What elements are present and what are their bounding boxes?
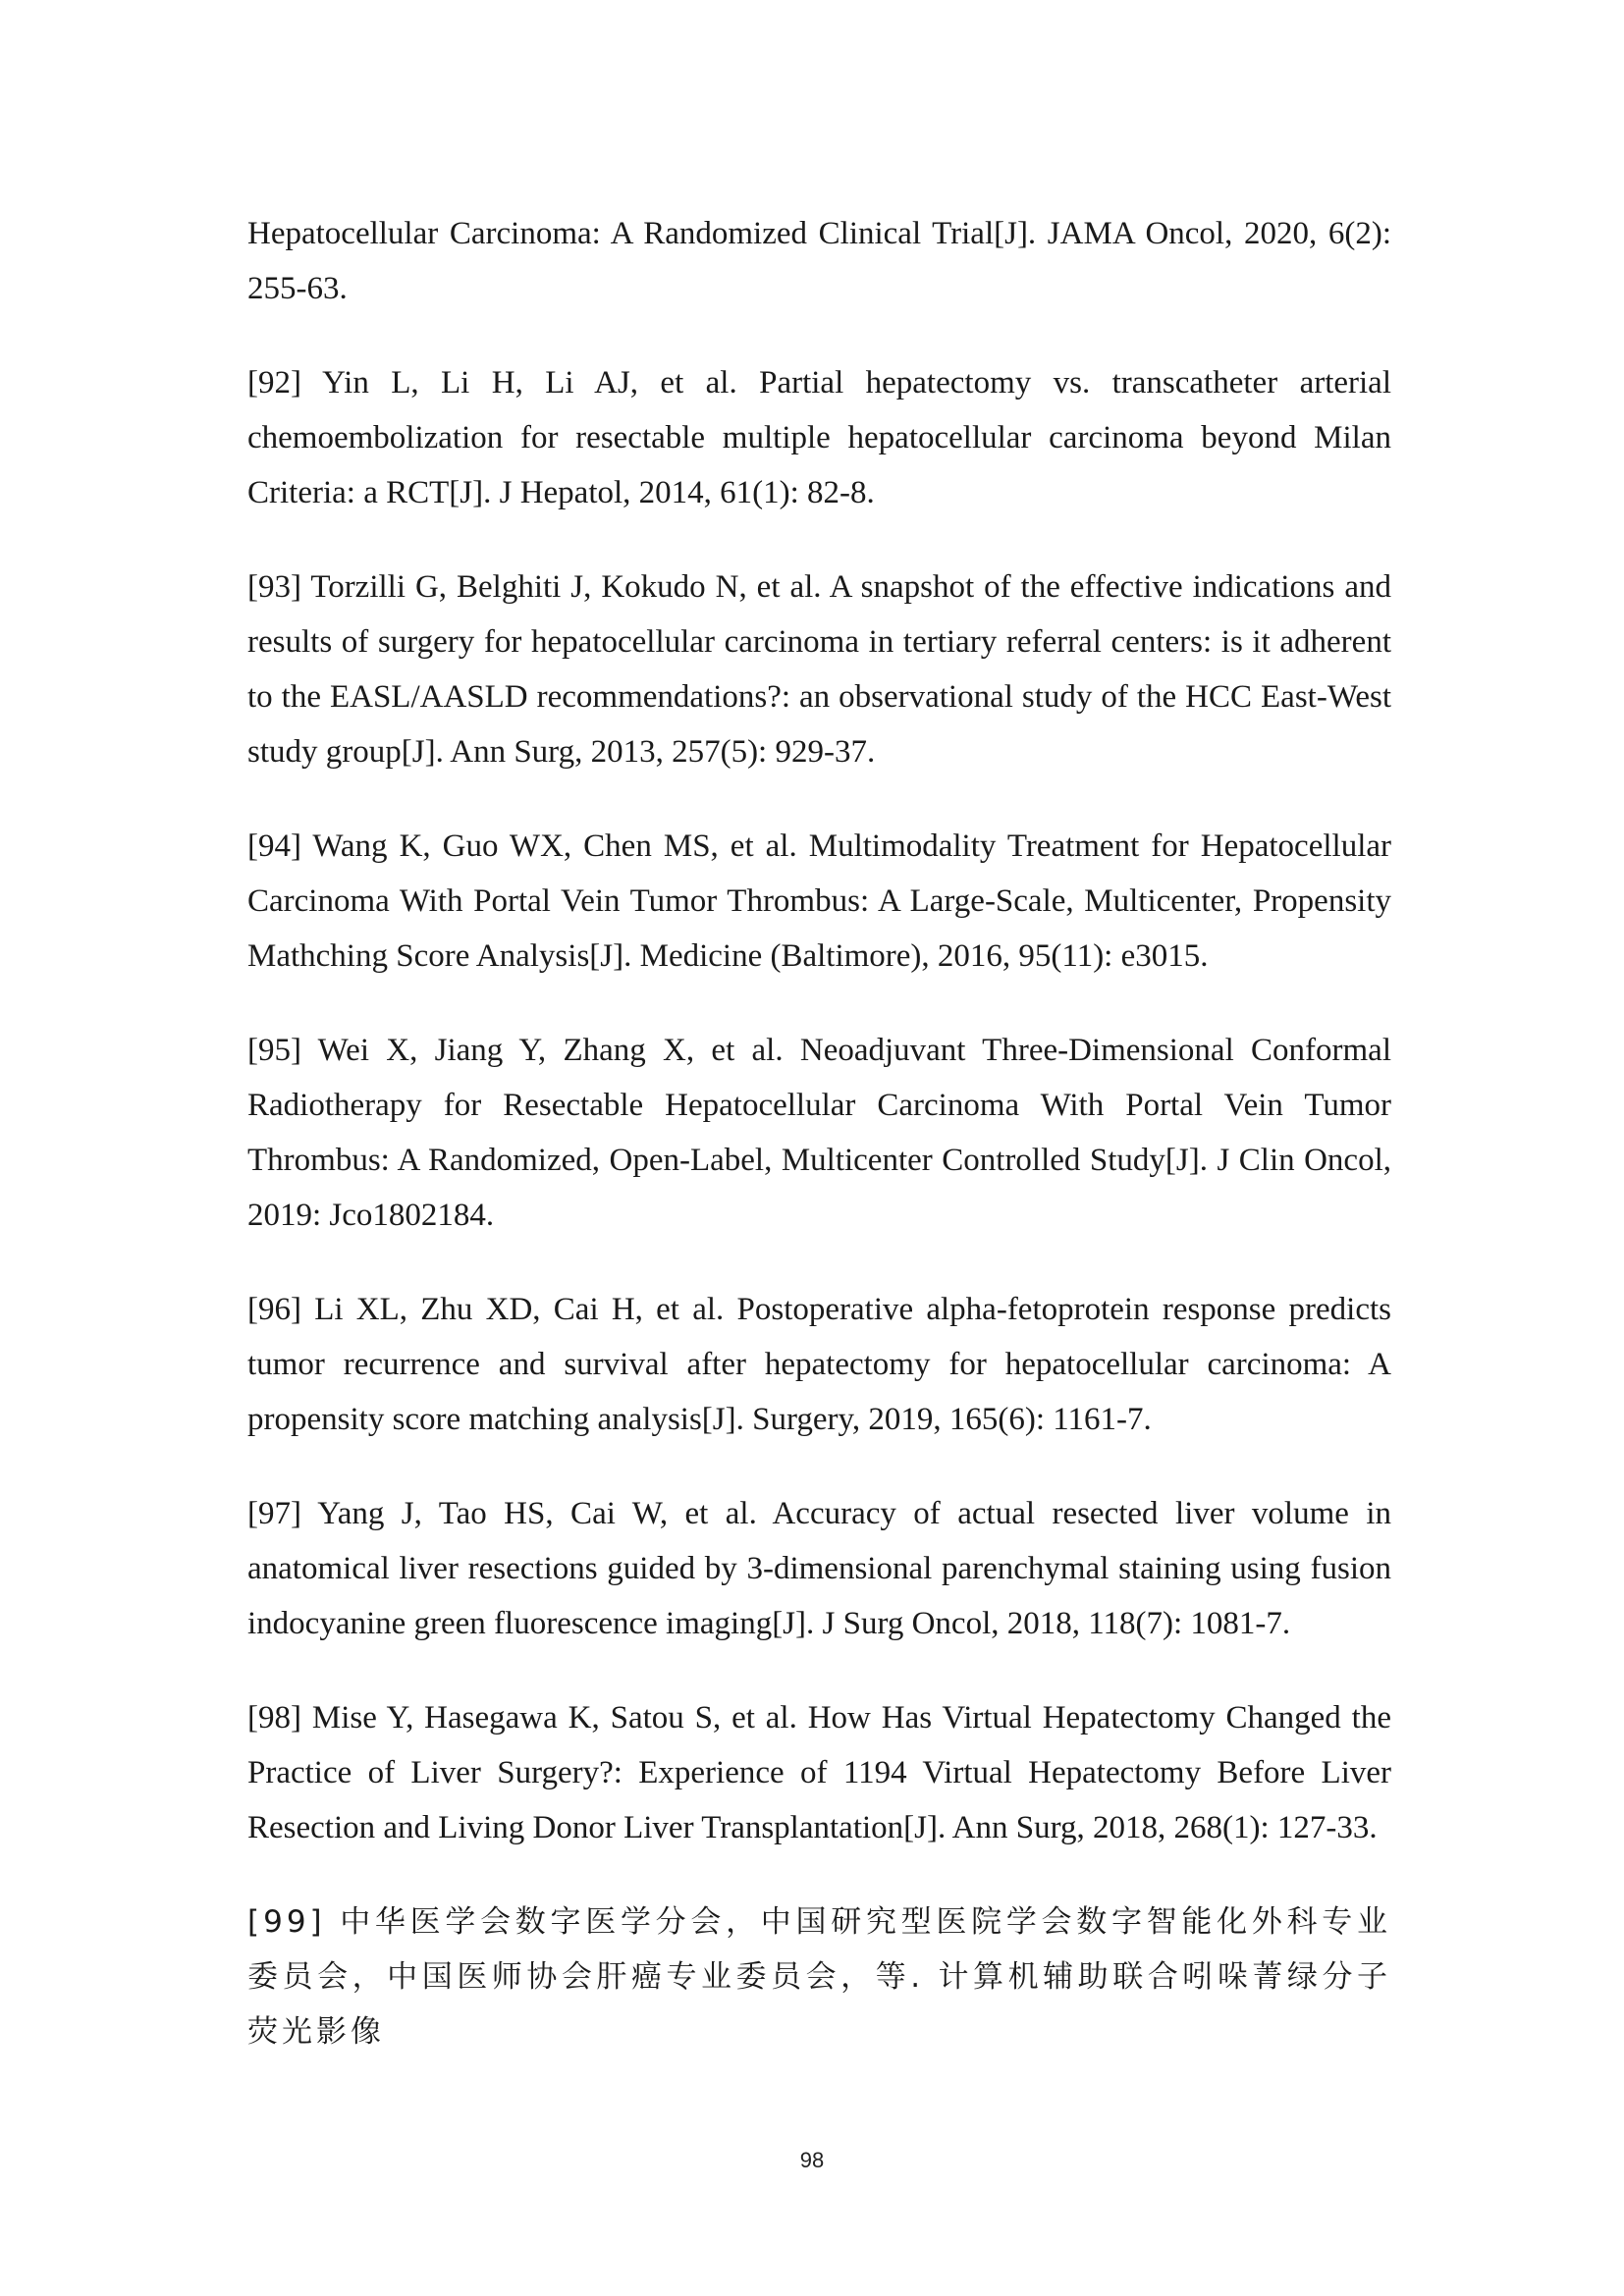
reference-91-continuation: Hepatocellular Carcinoma: A Randomized Clinical Trial[J]. JAMA Oncol, 2020, 6(2): 255-63. <box>247 216 1391 306</box>
reference-96: [96] Li XL, Zhu XD, Cai H, et al. Postoperative alpha-fetoprotein response predicts tumor recurrence and survival after hepatectomy for hepatocellular carcinoma: A propensity score matching analysis[J]. Surgery, 2019, 165(6): 1161-7. <box>247 1292 1391 1437</box>
page-number: 98 <box>799 2148 825 2172</box>
reference-95: [95] Wei X, Jiang Y, Zhang X, et al. Neoadjuvant Three-Dimensional Conformal Radiotherapy for Resectable Hepatocellular Carcinoma With Portal Vein Tumor Thrombus: A Randomized, Open-Label, Multicenter Controlled Study[J]. J Clin Oncol, 2019: Jco1802184. <box>247 1033 1391 1233</box>
reference-93: [93] Torzilli G, Belghiti J, Kokudo N, et al. A snapshot of the effective indications and results of surgery for hepatocellular carcinoma in tertiary referral centers: is it adherent to the EASL/AASLD recommendations?: an observational study of the HCC East-West study group[J]. Ann Surg, 2013, 257(5): 929-37. <box>247 569 1391 770</box>
reference-97: [97] Yang J, Tao HS, Cai W, et al. Accuracy of actual resected liver volume in anatomical liver resections guided by 3-dimensional parenchymal staining using fusion indocyanine green fluorescence imaging[J]. J Surg Oncol, 2018, 118(7): 1081-7. <box>247 1496 1391 1641</box>
reference-94: [94] Wang K, Guo WX, Chen MS, et al. Multimodality Treatment for Hepatocellular Carcinoma With Portal Vein Tumor Thrombus: A Large-Scale, Multicenter, Propensity Mathching Score Analysis[J]. Medicine (Baltimore), 2016, 95(11): e3015. <box>247 828 1391 974</box>
reference-99: [99] 中华医学会数字医学分会，中国研究型医院学会数字智能化外科专业委员会，中国医师协会肝癌专业委员会，等. 计算机辅助联合吲哚菁绿分子荧光影像 <box>247 1904 1391 2050</box>
reference-98: [98] Mise Y, Hasegawa K, Satou S, et al. How Has Virtual Hepatectomy Changed the Practice of Liver Surgery?: Experience of 1194 Virtual Hepatectomy Before Liver Resection and Living Donor Liver Transplantation[J]. Ann Surg, 2018, 268(1): 127-33. <box>247 1700 1391 1845</box>
reference-92: [92] Yin L, Li H, Li AJ, et al. Partial hepatectomy vs. transcatheter arterial chemoembolization for resectable multiple hepatocellular carcinoma beyond Milan Criteria: a RCT[J]. J Hepatol, 2014, 61(1): 82-8. <box>247 365 1391 510</box>
reference-list <box>247 206 1391 2059</box>
